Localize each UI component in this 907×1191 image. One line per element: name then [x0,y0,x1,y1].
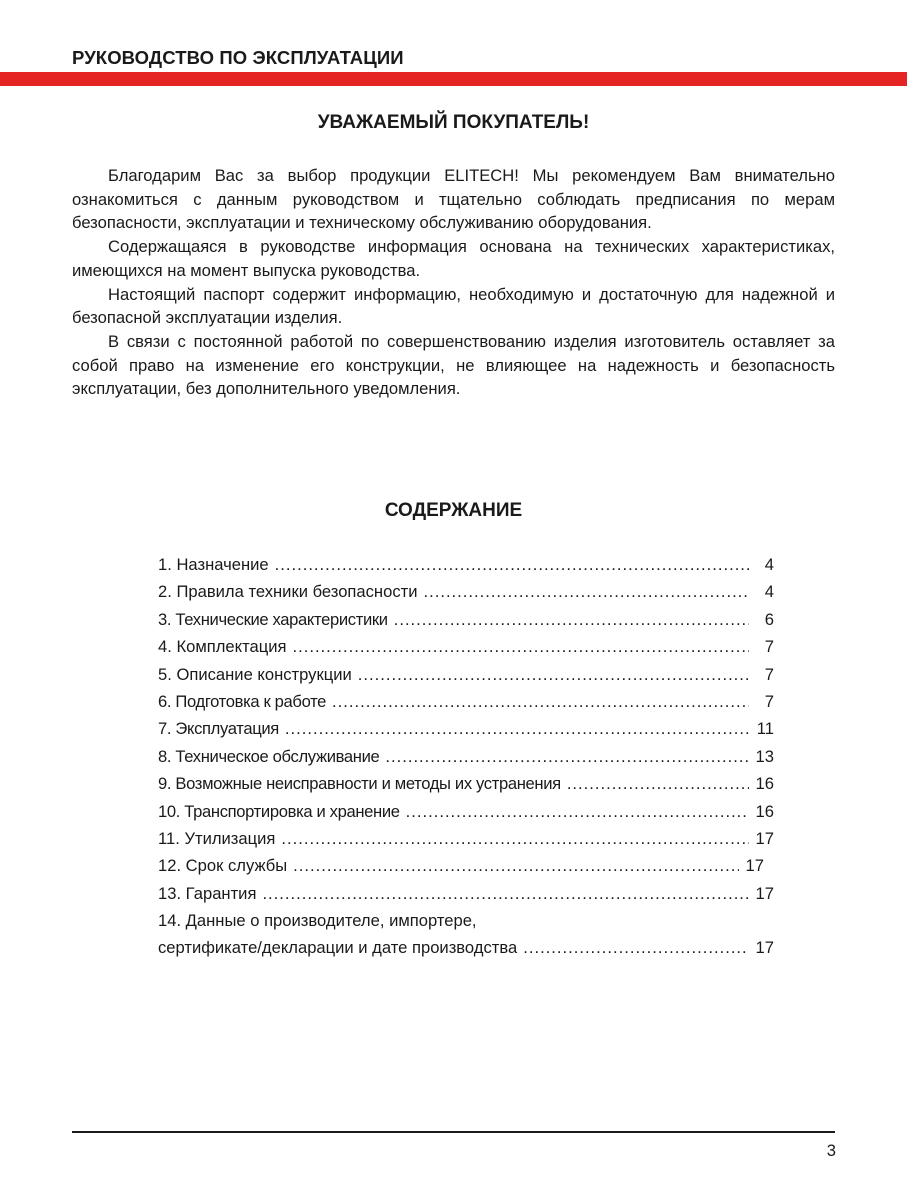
toc-entry-page: 17 [755,883,774,903]
toc-leader-dots [285,715,749,742]
toc-entry-purpose [158,551,774,578]
header-accent-bar [0,72,907,86]
intro-paragraph: Благодарим Вас за выбор продукции ELITECH! Мы рекомендуем Вам внимательно ознакомиться с данным руководством и тщательно соблюдать предписания по мерам безопасности, эксплуатации и техническому обслуживанию оборудования. [72,166,835,233]
toc-leader-dots [567,770,749,797]
toc-entry-manufacturer-line1 [158,907,774,934]
toc-entry-label: 5. Описание конструкции [158,664,352,684]
toc-leader-dots [293,852,739,879]
toc-entry-label: 4. Комплектация [158,637,287,657]
toc-entry-page: 7 [764,691,774,711]
intro-paragraph: Настоящий паспорт содержит информацию, необходимую и достаточную для надежной и безопасной эксплуатации изделия. [72,284,835,328]
toc-entry-safety [158,578,774,605]
toc-entry-label: 12. Срок службы [158,856,288,876]
intro-text [72,164,835,401]
toc-entry-manufacturer-line2 [158,934,774,961]
toc-leader-dots [385,743,749,770]
toc-entry-package [158,633,774,660]
toc-leader-dots [293,633,750,660]
toc-entry-page: 17 [755,938,774,958]
toc-entry-page: 7 [764,664,774,684]
toc-entry-page: 7 [764,637,774,657]
toc-entry-label: 3. Технические характеристики [158,609,388,629]
toc-entry-label: 6. Подготовка к работе [158,691,327,711]
toc-title: СОДЕРЖАНИЕ [384,500,523,521]
toc-entry-troubleshooting [158,770,774,797]
toc-leader-dots [406,798,749,825]
toc-leader-dots [275,551,749,578]
toc-entry-label: 7. Эксплуатация [158,719,279,739]
toc-leader-dots [281,825,749,852]
page-number: 3 [826,1141,836,1160]
toc-leader-dots [523,934,749,961]
toc-entry-label: 2. Правила техники безопасности [158,582,418,602]
toc-leader-dots [424,578,750,605]
toc-entry-page: 11 [756,719,774,739]
toc-entry-page: 16 [755,801,774,821]
toc-entry-page: 6 [764,609,774,629]
intro-paragraph: Содержащаяся в руководстве информация основана на технических характеристиках, имеющихся на момент выпуска руководства. [72,237,835,280]
toc-entry-label: 1. Назначение [158,555,269,574]
toc-entry-label: 13. Гарантия [158,883,257,903]
toc-entry-transport [158,798,774,825]
toc-entry-design [158,661,774,688]
toc-leader-dots [394,606,749,633]
toc-entry-label: 10. Транспортировка и хранение [158,801,400,821]
toc-entry-label: сертификате/декларации и дате производства [158,938,518,958]
toc-entry-specs [158,606,774,633]
toc-entry-operation [158,715,774,742]
toc-entry-service-life [158,852,764,879]
footer-divider [72,1131,835,1133]
intro-paragraph: В связи с постоянной работой по совершенствованию изделия изготовитель оставляет за собой право на изменение его конструкции, не влияющее на надежность и безопасность эксплуатации, без дополнительного уведомления. [72,331,835,399]
toc-leader-dots [262,880,749,907]
toc-entry-page: 13 [755,746,774,766]
toc-entry-maintenance [158,743,774,770]
toc-leader-dots [332,688,749,715]
toc-entry-warranty [158,880,774,907]
greeting-title: УВАЖАЕМЫЙ ПОКУПАТЕЛЬ! [317,112,590,133]
toc-entry-label: 8. Техническое обслуживание [158,746,380,766]
toc-entry-disposal [158,825,774,852]
toc-entry-page: 4 [764,555,774,574]
toc-entry-page: 4 [764,582,774,602]
toc-entry-page: 17 [755,828,774,848]
toc-entry-page: 17 [745,856,764,876]
toc-entry-preparation [158,688,774,715]
toc-entry-page: 16 [755,774,774,794]
toc-entry-label: 14. Данные о производителе, импортере, [158,911,477,931]
table-of-contents [158,551,774,962]
toc-entry-label: 9. Возможные неисправности и методы их устранения [158,774,561,794]
toc-leader-dots [358,661,749,688]
running-header: РУКОВОДСТВО ПО ЭКСПЛУАТАЦИИ [72,47,404,68]
toc-entry-label: 11. Утилизация [158,828,276,848]
